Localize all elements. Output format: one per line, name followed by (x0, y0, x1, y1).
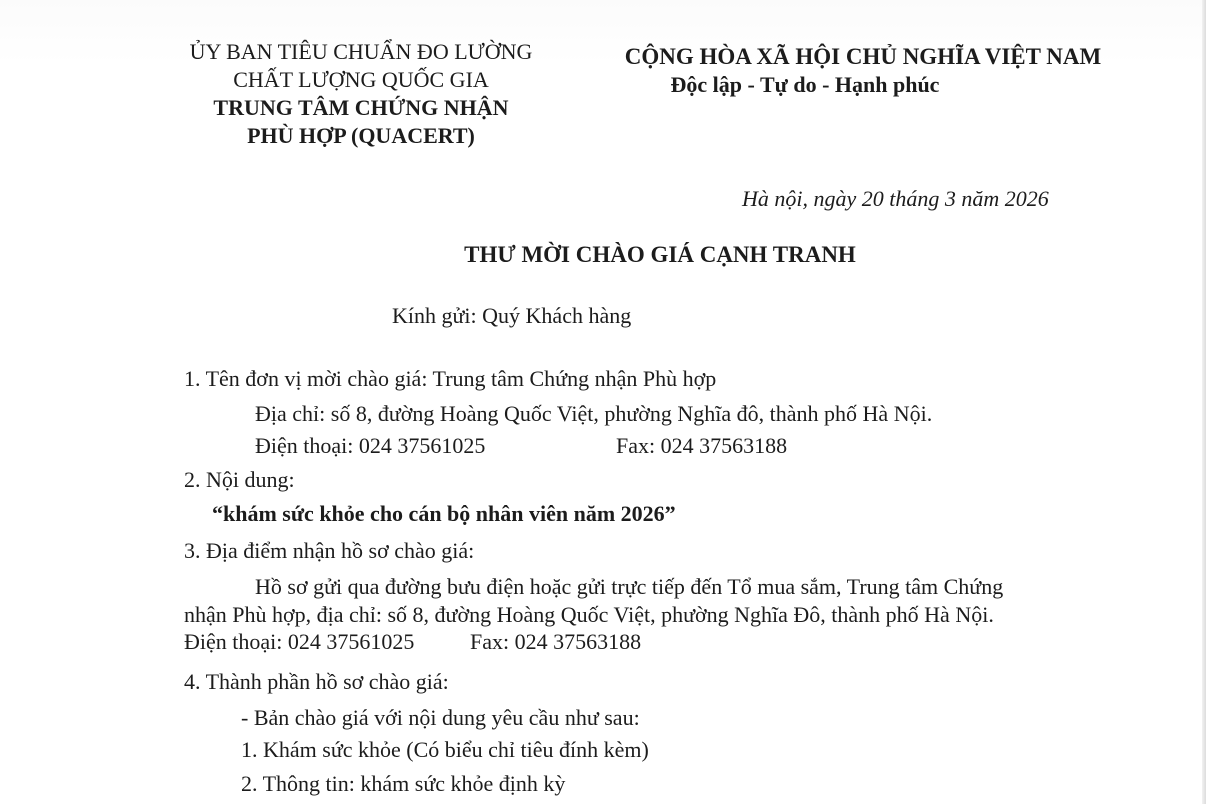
section-3-phone: Điện thoại: 024 37561025 (184, 629, 415, 654)
section-2-content: “khám sức khỏe cho cán bộ nhân viên năm 2026” (212, 501, 676, 526)
agency-line-2: CHẤT LƯỢNG QUỐC GIA (233, 67, 489, 92)
section-3-fax: Fax: 024 37563188 (470, 629, 642, 654)
section-4-item-intro: - Bản chào giá với nội dung yêu cầu như sau: (241, 705, 640, 730)
section-3-heading: 3. Địa điểm nhận hồ sơ chào giá: (184, 538, 475, 563)
greeting: Kính gửi: Quý Khách hàng (392, 303, 632, 328)
agency-line-4: PHÙ HỢP (QUACERT) (247, 123, 475, 148)
section-3-line-1: Hồ sơ gửi qua đường bưu điện hoặc gửi trực tiếp đến Tổ mua sắm, Trung tâm Chứng (255, 574, 1004, 599)
agency-line-3: TRUNG TÂM CHỨNG NHẬN (213, 95, 509, 120)
section-4-heading: 4. Thành phần hồ sơ chào giá: (184, 669, 449, 694)
page-edge-shadow (1202, 0, 1206, 804)
national-title: CỘNG HÒA XÃ HỘI CHỦ NGHĨA VIỆT NAM (624, 44, 1102, 69)
section-4-item-2: 2. Thông tin: khám sức khỏe định kỳ (241, 771, 566, 796)
document-title: THƯ MỜI CHÀO GIÁ CẠNH TRANH (464, 242, 856, 267)
document-date: Hà nội, ngày 20 tháng 3 năm 2026 (742, 186, 1049, 211)
section-1-fax: Fax: 024 37563188 (616, 433, 788, 458)
national-motto: Độc lập - Tự do - Hạnh phúc (670, 72, 940, 97)
section-4-item-1: 1. Khám sức khỏe (Có biểu chỉ tiêu đính kèm) (241, 737, 649, 762)
section-3-line-2: nhận Phù hợp, địa chỉ: số 8, đường Hoàng Quốc Việt, phường Nghĩa Đô, thành phố Hà Nội. (184, 602, 994, 627)
section-1-address: Địa chỉ: số 8, đường Hoàng Quốc Việt, phường Nghĩa đô, thành phố Hà Nội. (255, 401, 933, 426)
section-1-phone: Điện thoại: 024 37561025 (255, 433, 486, 458)
section-2-heading: 2. Nội dung: (184, 467, 295, 492)
agency-line-1: ỦY BAN TIÊU CHUẨN ĐO LƯỜNG (189, 39, 533, 64)
section-1-heading: 1. Tên đơn vị mời chào giá: Trung tâm Chứng nhận Phù hợp (184, 366, 717, 391)
